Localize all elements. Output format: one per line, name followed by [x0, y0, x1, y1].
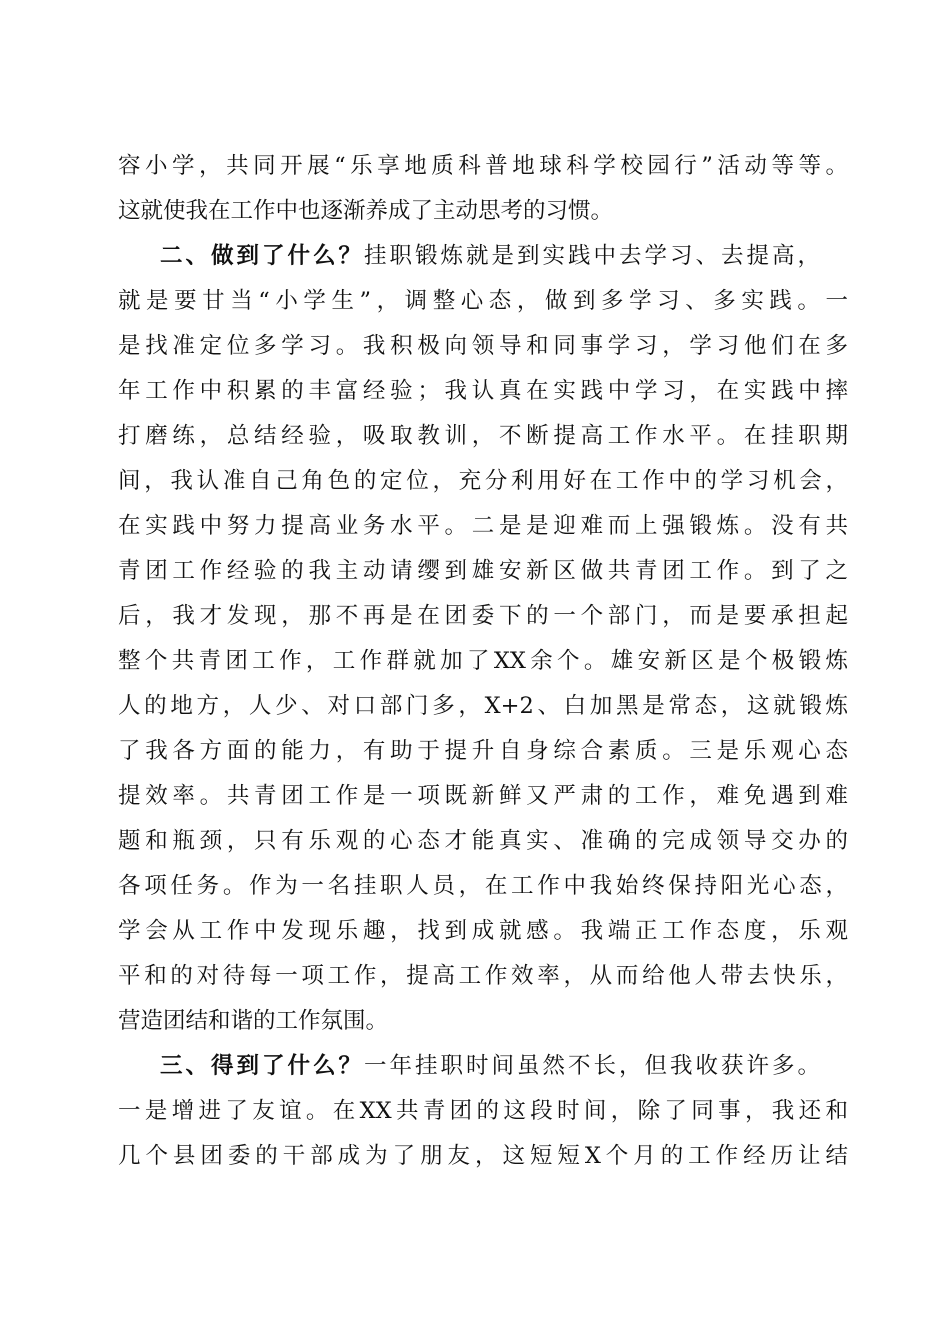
text-line: 几个县团委的干部成为了朋友，这短短X个月的工作经历让结: [118, 1143, 848, 1169]
text-line: 了我各方面的能力，有助于提升自身综合素质。三是乐观心态: [118, 738, 848, 764]
text-line: 在实践中努力提高业务水平。二是是迎难而上强锻炼。没有共: [118, 513, 848, 539]
text-line: 是找准定位多学习。我积极向领导和同事学习，学习他们在多: [118, 333, 848, 359]
text-line: 题和瓶颈，只有乐观的心态才能真实、准确的完成领导交办的: [118, 828, 848, 854]
text-line: 间，我认准自己角色的定位，充分利用好在工作中的学习机会，: [118, 468, 848, 494]
section-heading: 三、得到了什么？: [160, 1053, 364, 1079]
text-line: 就是要甘当“小学生”，调整心态，做到多学习、多实践。一: [118, 288, 848, 314]
text-line: 各项任务。作为一名挂职人员，在工作中我始终保持阳光心态，: [118, 873, 848, 899]
text-line: 整个共青团工作，工作群就加了XX余个。雄安新区是个极锻炼: [118, 648, 848, 674]
text-line: 提效率。共青团工作是一项既新鲜又严肃的工作，难免遇到难: [118, 783, 848, 809]
text-span: 一年挂职时间虽然不长，但我收获许多。: [364, 1053, 820, 1079]
section-heading-line: [160, 1043, 820, 1089]
text-line: 青团工作经验的我主动请缨到雄安新区做共青团工作。到了之: [118, 558, 848, 584]
text-line: 年工作中积累的丰富经验；我认真在实践中学习，在实践中摔: [118, 378, 848, 404]
section-heading: 二、做到了什么？: [160, 243, 364, 269]
text-line: 平和的对待每一项工作，提高工作效率，从而给他人带去快乐，: [118, 963, 848, 989]
text-line: 营造团结和谐的工作氛围。: [118, 1008, 389, 1034]
text-line: 容小学，共同开展“乐享地质科普地球科学校园行”活动等等。: [118, 153, 848, 179]
text-span: 挂职锻炼就是到实践中去学习、去提高，: [364, 243, 820, 269]
text-line: 这就使我在工作中也逐渐养成了主动思考的习惯。: [118, 198, 614, 224]
text-line: 打磨练，总结经验，吸取教训，不断提高工作水平。在挂职期: [118, 423, 848, 449]
text-line: 人的地方，人少、对口部门多，X+2、白加黑是常态，这就锻炼: [118, 693, 848, 719]
text-line: 学会从工作中发现乐趣，找到成就感。我端正工作态度，乐观: [118, 918, 848, 944]
section-heading-line: [160, 233, 820, 279]
text-line: 一是增进了友谊。在XX共青团的这段时间，除了同事，我还和: [118, 1098, 848, 1124]
text-line: 后，我才发现，那不再是在团委下的一个部门，而是要承担起: [118, 603, 848, 629]
